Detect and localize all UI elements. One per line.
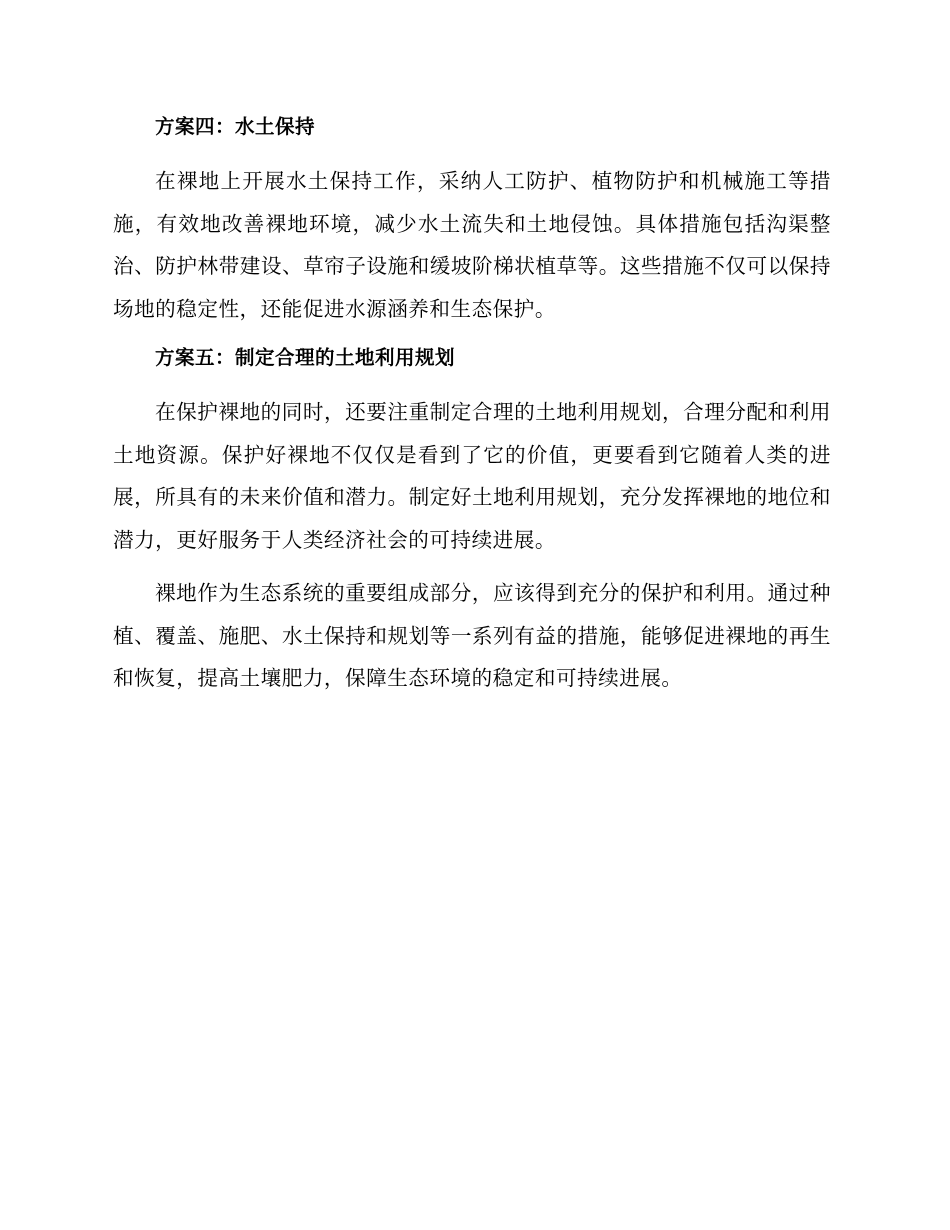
- section-paragraph-plan-4: 在裸地上开展水土保持工作，采纳人工防护、植物防护和机械施工等措施，有效地改善裸地环境，减少水土流失和土地侵蚀。具体措施包括沟渠整治、防护林带建设、草帘子设施和缓坡阶梯状植草等。这些措施不仅可以保持场地的稳定性，还能促进水源涵养和生态保护。: [113, 169, 831, 321]
- document-body: [113, 110, 831, 700]
- section-heading-plan-5: 方案五：制定合理的土地利用规划: [155, 346, 456, 369]
- conclusion-paragraph: 裸地作为生态系统的重要组成部分，应该得到充分的保护和利用。通过种植、覆盖、施肥、水土保持和规划等一系列有益的措施，能够促进裸地的再生和恢复，提高土壤肥力，保障生态环境的稳定和可持续进展。: [113, 581, 831, 690]
- section-paragraph-plan-5: 在保护裸地的同时，还要注重制定合理的土地利用规划，合理分配和利用土地资源。保护好裸地不仅仅是看到了它的价值，更要看到它随着人类的进展，所具有的未来价值和潜力。制定好土地利用规划，充分发挥裸地的地位和潜力，更好服务于人类经济社会的可持续进展。: [113, 400, 831, 552]
- section-heading-plan-4: 方案四：水土保持: [155, 115, 316, 138]
